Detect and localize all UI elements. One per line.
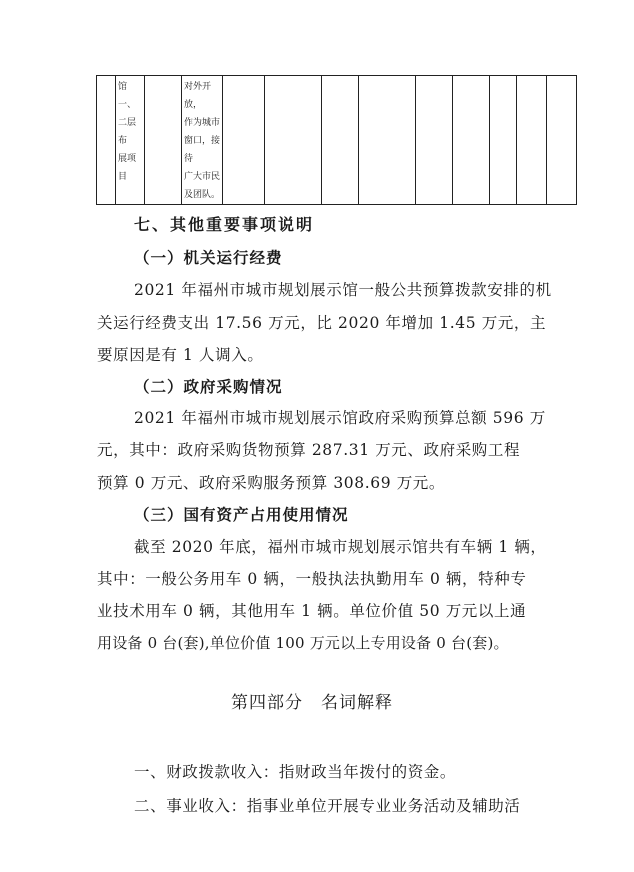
- subsection-heading: （三）国有资产占用使用情况: [134, 505, 349, 524]
- table-cell: [145, 76, 182, 205]
- table-row: [97, 76, 577, 205]
- table-cell: [182, 76, 223, 205]
- subsection-heading: （二）政府采购情况: [134, 377, 283, 396]
- paragraph-line: 用设备 0 台(套),单位价值 100 万元以上专用设备 0 台(套)。: [97, 634, 509, 652]
- paragraph-line: 2021 年福州市城市规划展示馆一般公共预算拨款安排的机: [134, 281, 552, 299]
- table-cell: [97, 76, 116, 205]
- table-cell: [223, 76, 265, 205]
- paragraph-line: 元，其中：政府采购货物预算 287.31 万元、政府采购工程: [97, 441, 521, 459]
- paragraph-line: 二、事业收入：指事业单位开展专业业务活动及辅助活: [134, 797, 521, 815]
- paragraph-line: 一、财政拨款收入：指财政当年拨付的资金。: [134, 763, 457, 781]
- paragraph-line: 预算 0 万元、政府采购服务预算 308.69 万元。: [97, 474, 446, 492]
- table-cell: [547, 76, 577, 205]
- paragraph-line: 截至 2020 年底，福州市城市规划展示馆共有车辆 1 辆，: [134, 538, 547, 556]
- table-cell: [453, 76, 490, 205]
- paragraph-line: 要原因是有 1 人调入。: [97, 346, 264, 364]
- table-cell: [116, 76, 145, 205]
- table-cell: [265, 76, 322, 205]
- part-heading: 第四部分 名词解释: [231, 693, 393, 713]
- table-cell: [416, 76, 453, 205]
- table-cell: [490, 76, 517, 205]
- paragraph-line: 业技术用车 0 辆，其他用车 1 辆。单位价值 50 万元以上通: [97, 602, 527, 620]
- project-content-cell: 馆一、 二层布 展项目: [118, 82, 137, 182]
- section-heading: 七、其他重要事项说明: [134, 215, 315, 234]
- paragraph-line: 其中：一般公务用车 0 辆，一般执法执勤用车 0 辆，特种专: [97, 570, 527, 588]
- paragraph-line: 关运行经费支出 17.56 万元，比 2020 年增加 1.45 万元，主: [97, 314, 547, 332]
- subsection-heading: （一）机关运行经费: [134, 248, 283, 267]
- table-cell: [322, 76, 359, 205]
- project-goal-cell: 对外开放， 作为城市 窗口，接待 广大市民 及团队。: [184, 82, 221, 200]
- table-cell: [359, 76, 416, 205]
- paragraph-line: 2021 年福州市城市规划展示馆政府采购预算总额 596 万: [134, 409, 546, 427]
- budget-table-fragment: [96, 75, 577, 205]
- table-cell: [517, 76, 547, 205]
